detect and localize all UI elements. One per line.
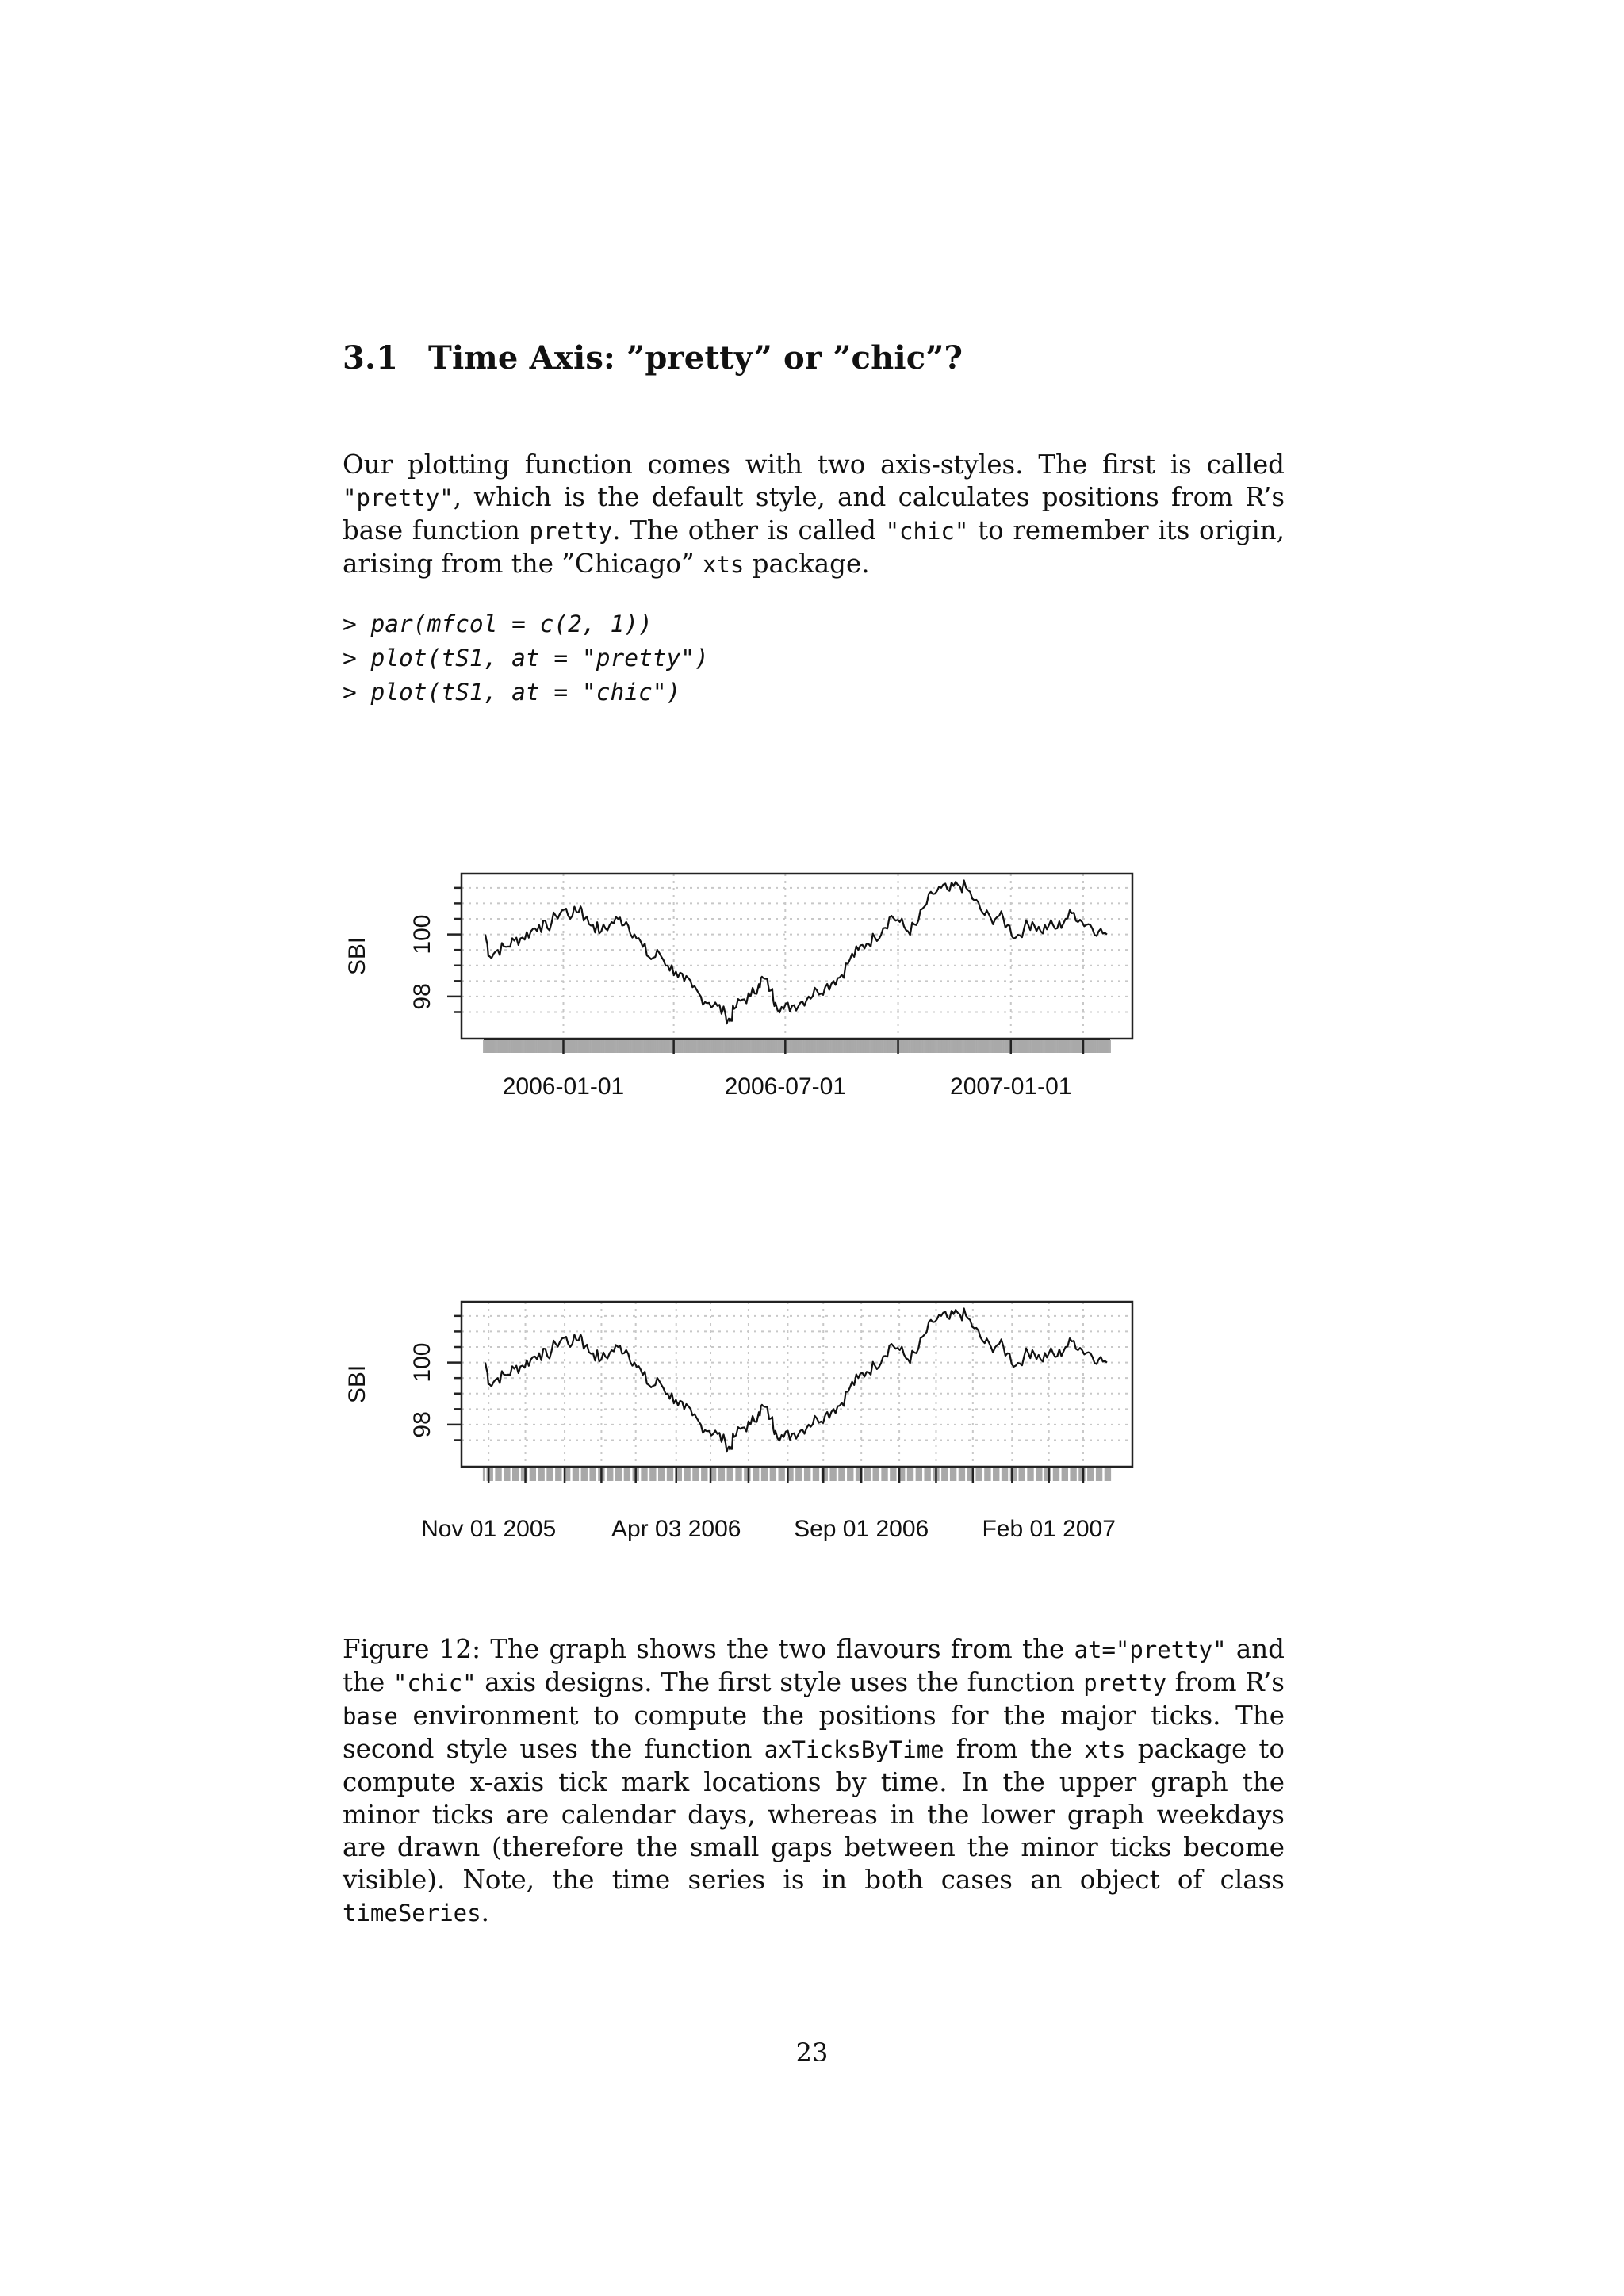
caption-code: base [343,1703,398,1730]
caption-text: axis designs. The first style uses the function [476,1667,1084,1697]
code-line: > plot(tS1, at = "pretty") [343,645,709,672]
code-block [343,607,709,710]
x-tick-label: 2007-01-01 [950,1073,1072,1100]
intro-code: "chic" [885,518,969,545]
caption-code: at="pretty" [1074,1636,1227,1663]
x-tick-label: Nov 01 2005 [421,1516,557,1542]
x-tick-label: Apr 03 2006 [611,1516,741,1542]
caption-text: from R’s [1166,1667,1285,1697]
page-number: 23 [795,2038,829,2068]
intro-code: "pretty" [343,484,454,511]
section-number: 3.1 [343,339,399,377]
minor-tick-band [484,1468,1110,1481]
minor-tick-band [484,1040,1110,1053]
section-title: Time Axis: ”pretty” or ”chic”? [428,339,963,377]
y-tick-label: 98 [409,1411,435,1438]
caption-text: Figure 12: The graph shows the two flavours from the [343,1634,1074,1664]
y-tick-label: 98 [409,983,435,1010]
chart-chic-axis [0,1284,1624,1562]
caption-code: xts [1084,1736,1126,1763]
chart-chic-svg [0,1284,1624,1562]
intro-text: package. [744,549,870,579]
y-axis-label: SBI [344,936,370,976]
figure-caption [343,1633,1285,1930]
x-tick-label: Sep 01 2006 [794,1516,929,1542]
intro-code: pretty [529,518,613,545]
series-line-sbi [485,881,1107,1024]
intro-code: xts [702,551,745,578]
caption-text: environment to compute the positions for the major ticks. The second style uses the function [343,1701,1285,1764]
y-tick-label: 100 [409,1342,435,1383]
x-tick-label: 2006-01-01 [502,1073,625,1100]
code-line: > plot(tS1, at = "chic") [343,679,681,706]
intro-text: to remember its origin, arising from the ”Chicago” [343,515,1285,579]
intro-paragraph [343,449,1285,581]
caption-code: axTicksByTime [764,1736,944,1763]
x-tick-label: 2006-07-01 [724,1073,847,1100]
intro-text: . The other is called [612,515,886,545]
plot-frame [462,1302,1132,1467]
intro-text: Our plotting function comes with two axis-styles. The first is called [343,450,1285,480]
caption-text: from the [944,1734,1085,1764]
y-axis-label: SBI [344,1364,370,1404]
caption-text: . [481,1897,489,1927]
section-heading [343,339,963,377]
y-tick-label: 100 [409,914,435,955]
code-line: > par(mfcol = c(2, 1)) [343,610,653,637]
caption-code: "chic" [393,1670,477,1697]
series-line-sbi [485,1309,1107,1452]
chart-pretty-axis [0,856,1624,1126]
intro-text: , which is the default style, and calculates positions from R’s base function [343,482,1285,545]
caption-text: and the [343,1634,1285,1697]
caption-code: pretty [1083,1670,1167,1697]
chart-pretty-svg [0,856,1624,1126]
x-tick-label: Feb 01 2007 [982,1516,1116,1542]
caption-code: timeSeries [343,1900,481,1927]
caption-text: package to compute x-axis tick mark locations by time. In the upper graph the minor ticks are calendar days, whereas in the lower graph weekdays are drawn (therefore the small gaps between the minor ticks become visible). Note, the time series is in both cases an object of class [343,1734,1285,1895]
plot-frame [462,874,1132,1039]
